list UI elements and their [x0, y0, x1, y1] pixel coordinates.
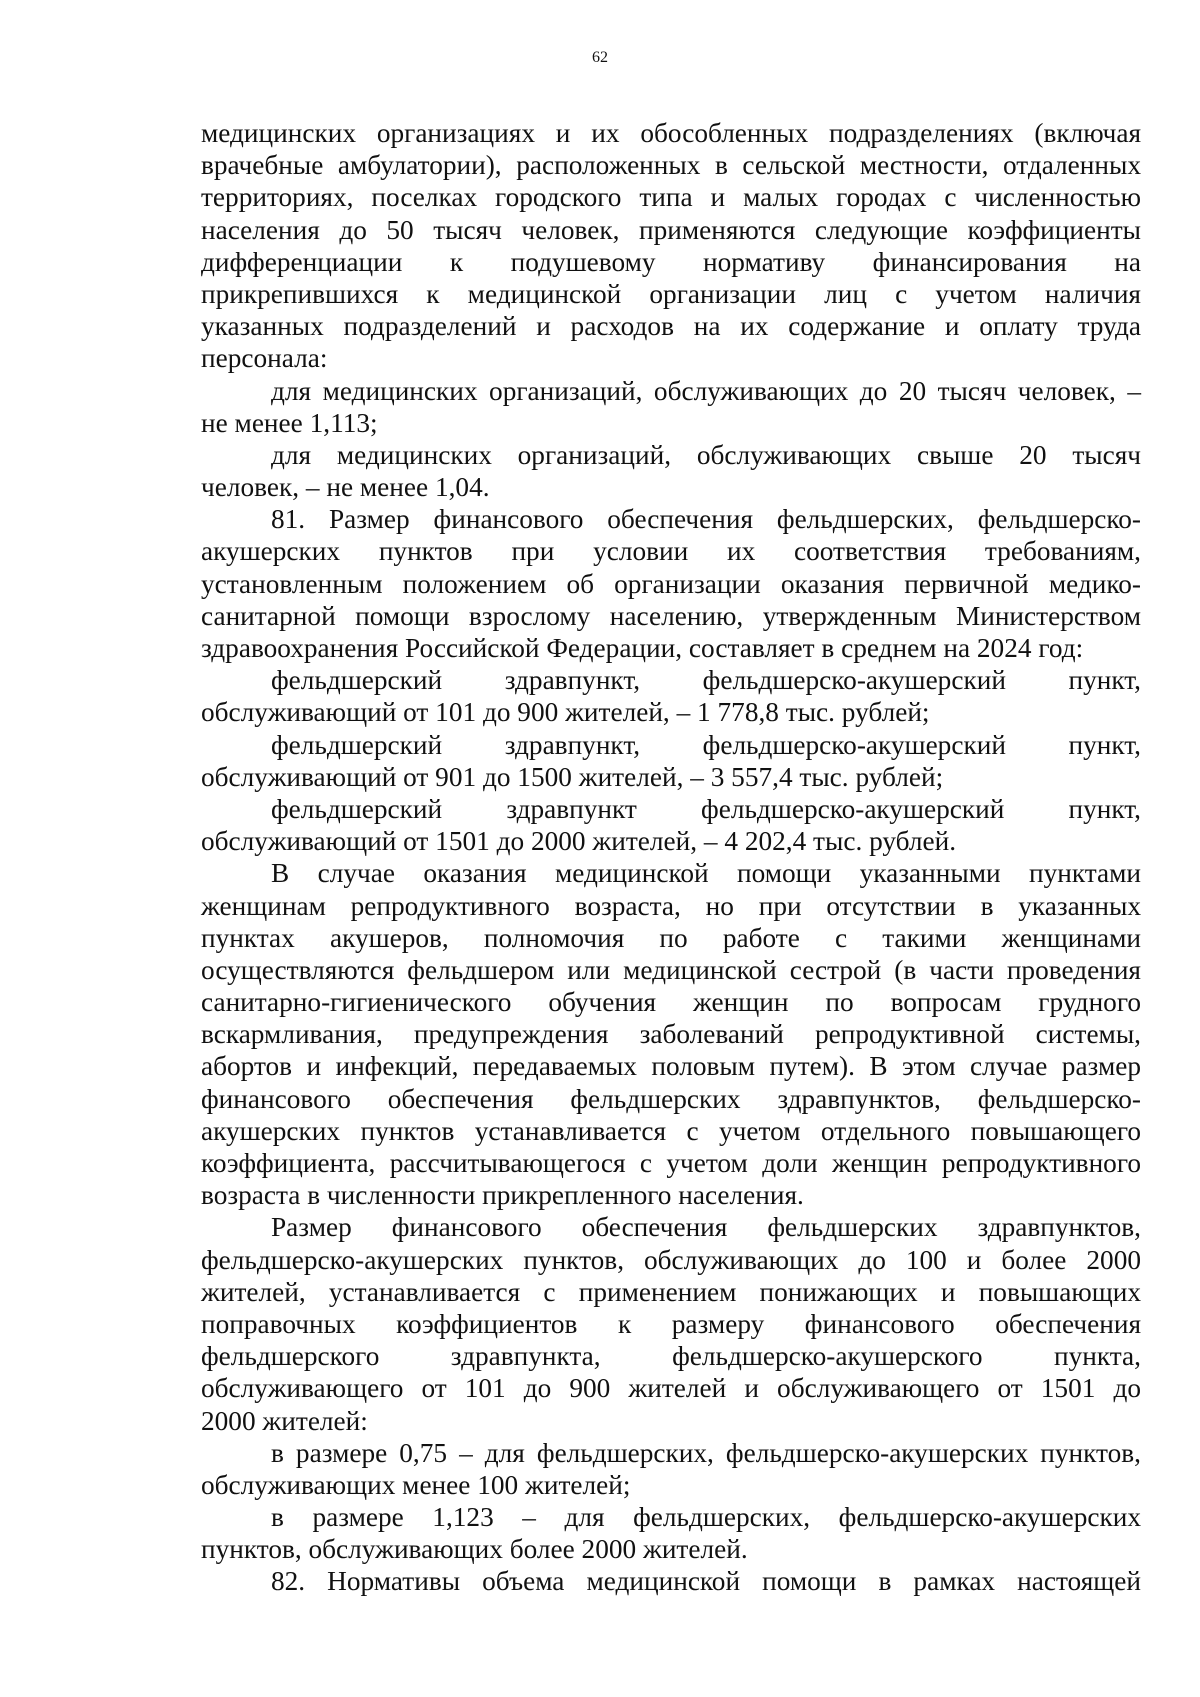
page-number: 62 [592, 49, 608, 66]
text-line: фельдшерско-акушерских пунктов, обслуживающих до 100 и более 2000 [201, 1244, 1141, 1275]
text-line: персонала: [201, 343, 328, 374]
text-line: поправочных коэффициентов к размеру финансового обеспечения [201, 1308, 1141, 1339]
text-line: финансового обеспечения фельдшерских здравпунктов, фельдшерско- [201, 1083, 1141, 1114]
text-line: фельдшерский здравпункт, фельдшерско-акушерский пункт, [271, 665, 1141, 696]
text-line: санитарной помощи взрослому населению, утвержденным Министерством [201, 600, 1141, 631]
text-line: санитарно-гигиенического обучения женщин по вопросам грудного [201, 987, 1141, 1018]
text-line: обслуживающий от 101 до 900 жителей, – 1 778,8 тыс. рублей; [201, 697, 930, 728]
text-line: дифференциации к подушевому нормативу финансирования на [201, 246, 1141, 277]
text-line: медицинских организациях и их обособленных подразделениях (включая [201, 118, 1141, 148]
text-line: Размер финансового обеспечения фельдшерских здравпунктов, [271, 1212, 1141, 1243]
text-line: фельдшерский здравпункт фельдшерско-акушерский пункт, [271, 793, 1141, 824]
document-body [201, 117, 1141, 1598]
text-line: установленным положением об организации оказания первичной медико- [201, 568, 1141, 599]
text-line: в размере 1,123 – для фельдшерских, фельдшерско-акушерских [271, 1502, 1141, 1533]
text-line: населения до 50 тысяч человек, применяются следующие коэффициенты [201, 214, 1141, 245]
text-line: прикрепившихся к медицинской организации лиц с учетом наличия [201, 278, 1141, 309]
text-line: пунктов, обслуживающих более 2000 жителей. [201, 1534, 748, 1565]
text-line: пунктах акушеров, полномочия по работе с такими женщинами [201, 922, 1141, 953]
text-line: фельдшерский здравпункт, фельдшерско-акушерский пункт, [271, 729, 1141, 760]
text-line: обслуживающий от 901 до 1500 жителей, – 3 557,4 тыс. рублей; [201, 761, 944, 792]
text-line: врачебные амбулатории), расположенных в сельской местности, отдаленных [201, 150, 1141, 181]
text-line: не менее 1,113; [201, 407, 378, 438]
text-line: женщинам репродуктивного возраста, но при отсутствии в указанных [201, 890, 1141, 921]
text-line: 82. Нормативы объема медицинской помощи в рамках настоящей [271, 1566, 1141, 1597]
text-line: фельдшерского здравпункта, фельдшерско-акушерского пункта, [201, 1341, 1141, 1372]
text-line: обслуживающего от 101 до 900 жителей и обслуживающего от 1501 до [201, 1373, 1141, 1404]
text-line: для медицинских организаций, обслуживающих до 20 тысяч человек, – [271, 375, 1141, 406]
text-line: вскармливания, предупреждения заболеваний репродуктивной системы, [201, 1019, 1141, 1050]
text-line: территориях, поселках городского типа и малых городах с численностью [201, 182, 1141, 213]
text-line: для медицинских организаций, обслуживающих свыше 20 тысяч [271, 439, 1141, 470]
text-line: обслуживающий от 1501 до 2000 жителей, – 4 202,4 тыс. рублей. [201, 826, 957, 857]
text-line: коэффициента, рассчитывающегося с учетом доли женщин репродуктивного [201, 1148, 1141, 1178]
text-line: жителей, устанавливается с применением понижающих и повышающих [201, 1276, 1141, 1307]
text-line: акушерских пунктов при условии их соответствия требованиям, [201, 536, 1141, 567]
text-line: акушерских пунктов устанавливается с учетом отдельного повышающего [201, 1115, 1141, 1146]
text-line: возраста в численности прикрепленного населения. [201, 1180, 804, 1211]
text-line: указанных подразделений и расходов на их содержание и оплату труда [201, 311, 1141, 342]
text-line: в размере 0,75 – для фельдшерских, фельдшерско-акушерских пунктов, [271, 1437, 1141, 1468]
text-line: 2000 жителей: [201, 1405, 368, 1436]
text-line: 81. Размер финансового обеспечения фельдшерских, фельдшерско- [271, 504, 1141, 535]
text-line: человек, – не менее 1,04. [201, 472, 490, 503]
text-line: абортов и инфекций, передаваемых половым путем). В этом случае размер [201, 1051, 1141, 1082]
text-line: обслуживающих менее 100 жителей; [201, 1469, 631, 1500]
text-line: В случае оказания медицинской помощи указанными пунктами [271, 858, 1141, 889]
text-line: осуществляются фельдшером или медицинской сестрой (в части проведения [201, 954, 1141, 985]
text-line: здравоохранения Российской Федерации, составляет в среднем на 2024 год: [201, 633, 1084, 663]
